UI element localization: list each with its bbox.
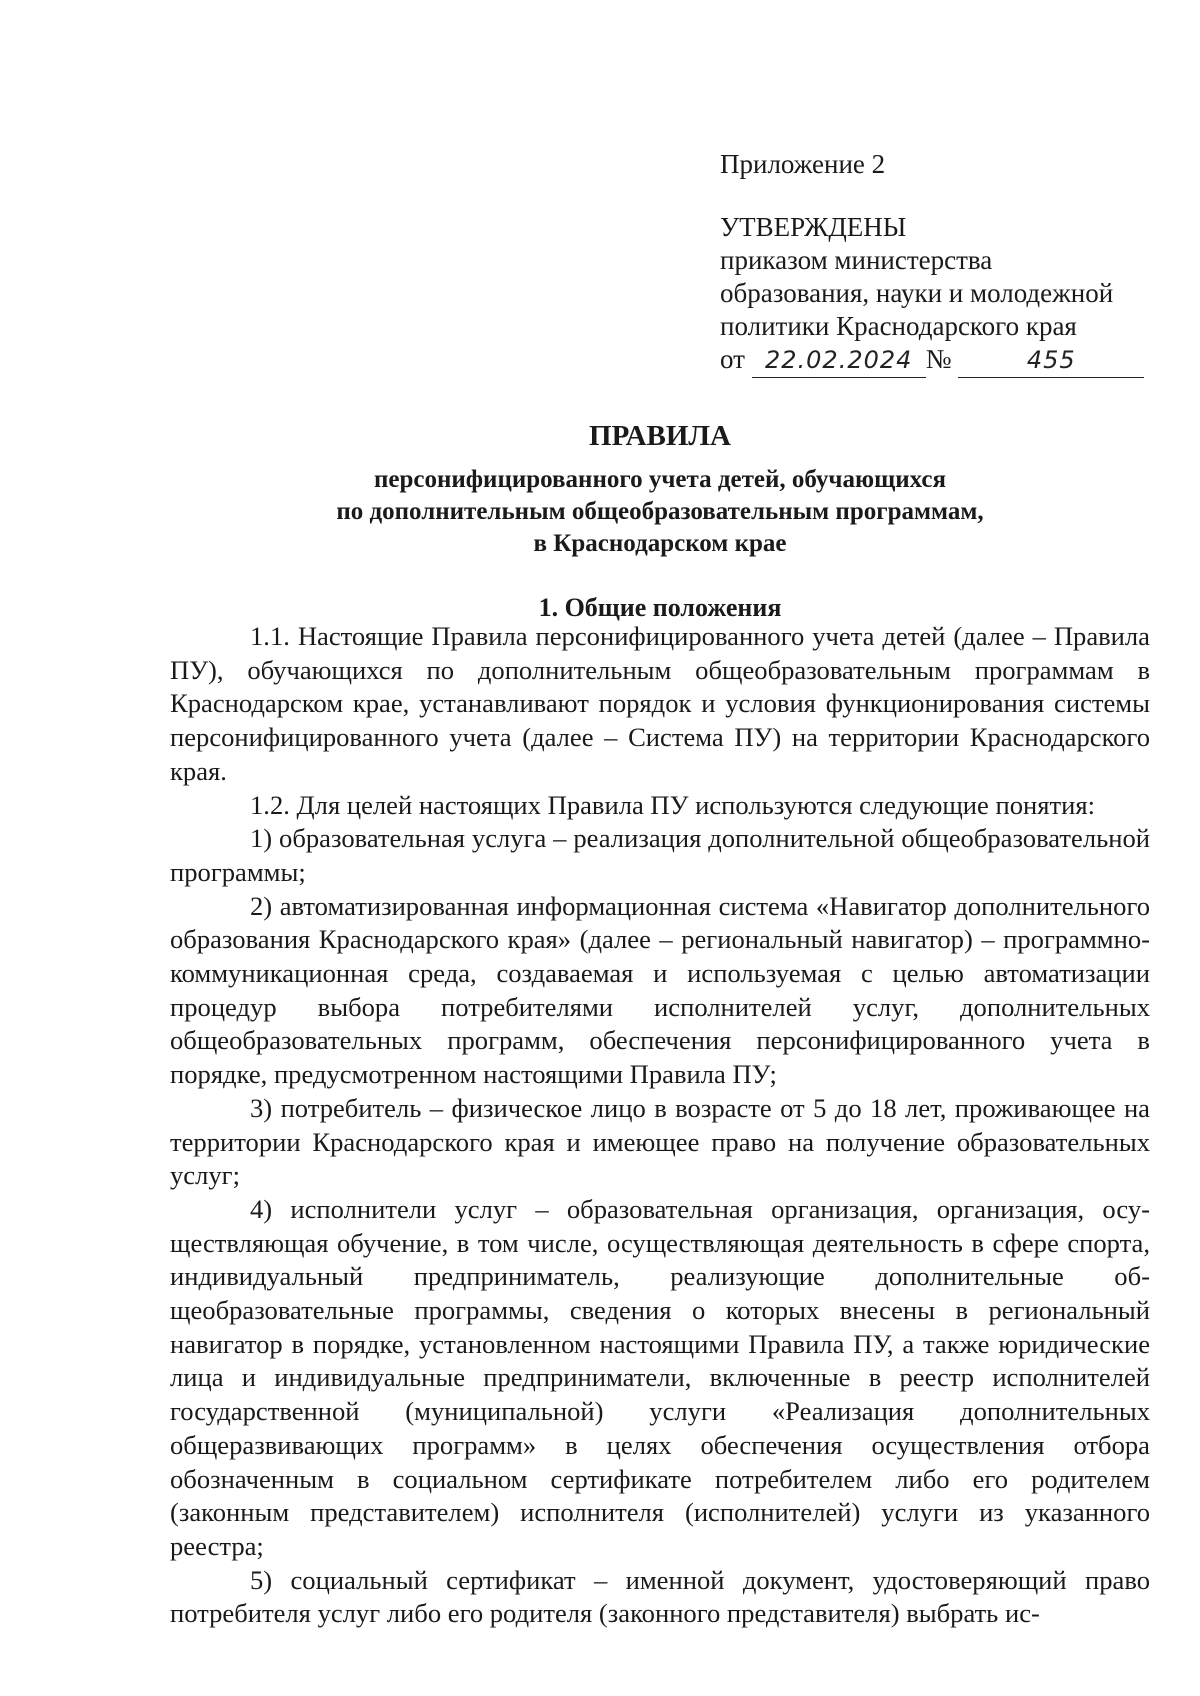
definition-1: 1) образовательная услуга – реализация дополнительной общеобразовательной программы;: [170, 823, 1150, 887]
approved-heading: УТВЕРЖДЕНЫ: [720, 212, 907, 242]
approval-block: [720, 148, 1140, 378]
section-heading: 1. Общие положения: [538, 593, 782, 622]
approved-by-line-2: образования, науки и молодежной: [720, 278, 1114, 308]
appendix-label: Приложение 2: [720, 149, 886, 179]
subtitle-line-3: в Краснодарском крае: [533, 530, 787, 557]
approved-by-line-3: политики Краснодарского края: [720, 311, 1077, 341]
date-prefix: от: [720, 344, 745, 374]
section-body: [170, 620, 1150, 1631]
approved-by-line-1: приказом министерства: [720, 245, 993, 275]
paragraph-1-2: 1.2. Для целей настоящих Правила ПУ используются следующие понятия:: [250, 789, 1095, 820]
document-title-block: [160, 418, 1160, 624]
order-date-handwritten: 22.02.2024: [752, 344, 926, 378]
definition-4: 4) исполнители услуг – образовательная организация, организация, осуществляющая обучение, в том числе, осуществляющая деятельность в сфере спорта, индивидуальный предприниматель, реализующие дополнительные общеобразовательные программы, сведения о которых внесены в региональный навигатор в порядке, установленном настоящими Правила ПУ, а также юридические лица и индивидуальные предприниматели, включенные в реестр исполнителей государственной (муниципальной) услуги «Реализация дополнительных общеразвивающих программ» в целях обеспечения осуществления отбора обозначенным в социальном сертификате потребителем либо его родителем (законным представителем) исполнителя (исполнителей) услуги из указанного реестра;: [170, 1193, 1150, 1561]
paragraph-1-1: 1.1. Настоящие Правила персонифицированного учета детей (далее – Правила ПУ), обучающихся по дополнительным общеобразовательным программам в Краснодарском крае, устанавливают порядок и условия функционирования системы персонифицированного учета (далее – Система ПУ) на территории Краснодарского края.: [170, 621, 1150, 786]
subtitle-line-1: персонифицированного учета детей, обучающихся: [373, 466, 947, 493]
number-sign: №: [925, 344, 952, 374]
document-subtitle: [160, 464, 1160, 560]
subtitle-line-2: по дополнительным общеобразовательным программам,: [336, 498, 984, 525]
document-title: ПРАВИЛА: [589, 420, 731, 452]
definition-2: 2) автоматизированная информационная система «Навигатор дополнительного образования Краснодарского края» (далее – региональный навигатор) – программно-коммуникационная среда, создаваемая и используемая с целью автоматизации процедур выбора потребителями исполнителей услуг, дополнительных общеобразовательных программ, обеспечения персонифицированного учета в порядке, предусмотренном настоящими Правила ПУ;: [170, 890, 1150, 1090]
order-number-handwritten: 455: [958, 344, 1144, 378]
definition-5: 5) социальный сертификат – именной документ, удостоверяющий право потребителя услуг либо его родителя (законного представителя) выбрать ис-: [170, 1564, 1150, 1629]
order-date-number-line: [720, 343, 1140, 378]
definition-3: 3) потребитель – физическое лицо в возрасте от 5 до 18 лет, проживающее на территории Краснодарского края и имеющее право на получение образовательных услуг;: [170, 1092, 1150, 1191]
